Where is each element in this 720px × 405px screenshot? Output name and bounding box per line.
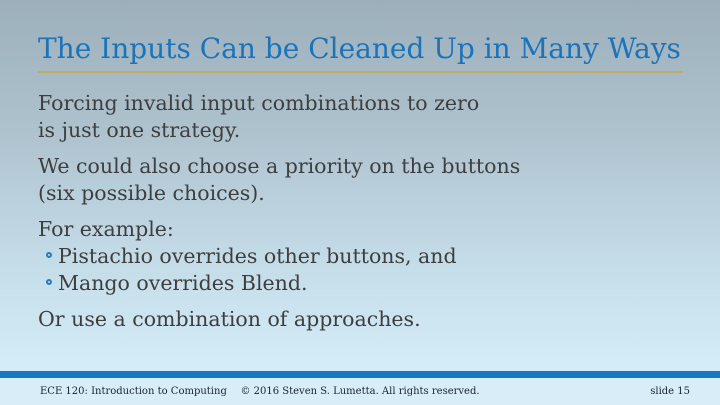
footer-copyright: © 2016 Steven S. Lumetta. All rights reserved. — [240, 386, 480, 397]
footer — [0, 378, 720, 405]
list-item — [46, 243, 678, 270]
bullet-text: Pistachio overrides other buttons, and — [58, 244, 457, 268]
bullet-text: Mango overrides Blend. — [58, 271, 308, 295]
paragraph-line: We could also choose a priority on the buttons — [38, 154, 521, 178]
footer-accent-bar — [0, 371, 720, 378]
bullet-list — [38, 243, 678, 297]
paragraph-combination: Or use a combination of approaches. — [38, 307, 421, 331]
bullet-circle-icon — [46, 279, 52, 285]
footer-course-label: ECE 120: Introduction to Computing — [40, 386, 227, 397]
bullet-circle-icon — [46, 252, 52, 258]
paragraph-forcing — [38, 90, 678, 144]
paragraph-for-example: For example: — [38, 217, 174, 241]
paragraph-line: Forcing invalid input combinations to zero — [38, 91, 480, 115]
slide-title: The Inputs Can be Cleaned Up in Many Ways — [38, 32, 681, 65]
title-underline — [38, 71, 683, 73]
paragraph-priority — [38, 153, 678, 207]
paragraph-line: is just one strategy. — [38, 118, 241, 142]
paragraph-line: (six possible choices). — [38, 181, 265, 205]
slide-body — [38, 90, 678, 342]
list-item — [46, 270, 678, 297]
footer-slide-number: slide 15 — [650, 386, 690, 397]
